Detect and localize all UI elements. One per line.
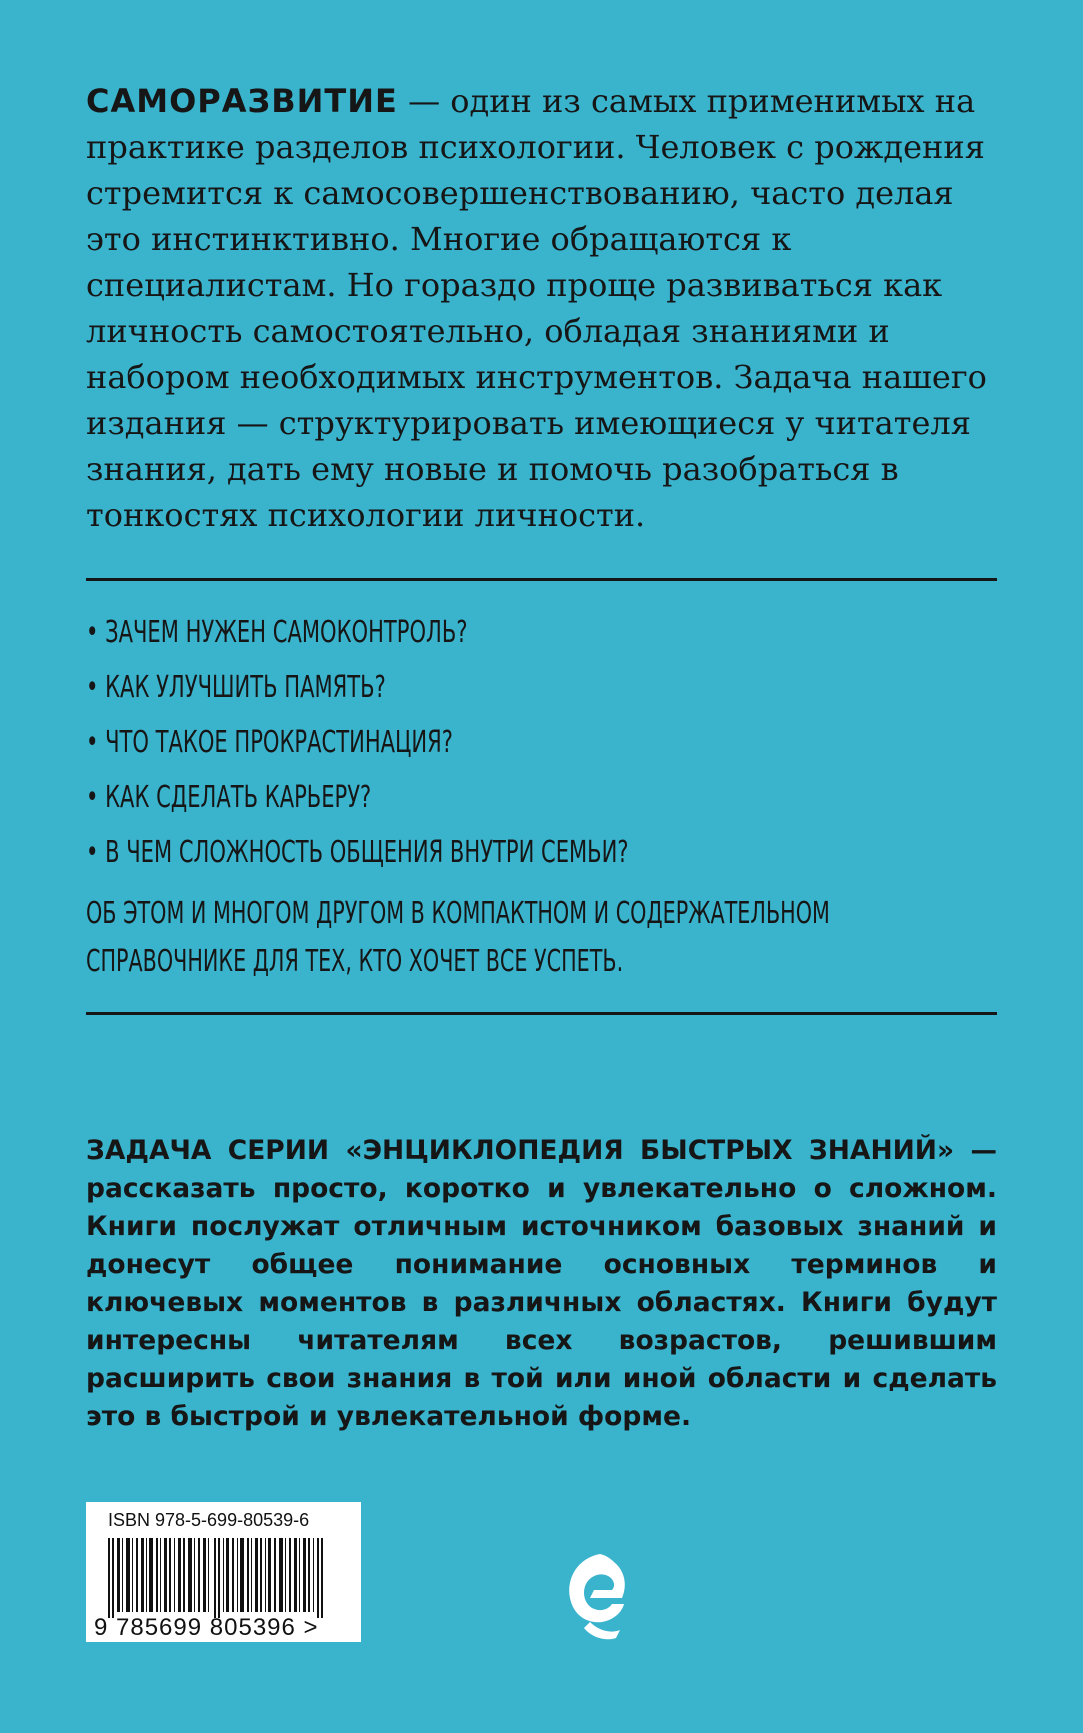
question-item: • КАК УЛУЧШИТЬ ПАМЯТЬ? [86, 660, 804, 715]
intro-paragraph [86, 78, 1006, 538]
question-item: • В ЧЕМ СЛОЖНОСТЬ ОБЩЕНИЯ ВНУТРИ СЕМЬИ? [86, 825, 804, 880]
isbn-digits: 9 785699 805396 > [94, 1614, 319, 1641]
intro-text: — один из самых применимых на практике разделов психологии. Человек с рождения стремится к самосовершенствованию, часто делая это инстинктивно. Многие обращаются к специалистам. Но гораздо проще развиваться как личность самостоятельно, обладая знаниями и набором необходимых инструментов. Задача нашего издания — структурировать имеющиеся у читателя знания, дать ему новые и помочь разобраться в тонкостях психологии личности. [86, 82, 987, 534]
isbn-barcode-box [86, 1502, 361, 1642]
question-list [86, 605, 804, 880]
divider-top [86, 578, 997, 581]
barcode-icon [108, 1538, 338, 1618]
isbn-label: ISBN 978-5-699-80539-6 [108, 1510, 310, 1530]
summary-line-1: ОБ ЭТОМ И МНОГОМ ДРУГОМ В КОМПАКТНОМ И СОДЕРЖАТЕЛЬНОМ [86, 896, 830, 931]
divider-bottom [86, 1012, 997, 1015]
series-description: ЗАДАЧА СЕРИИ «ЭНЦИКЛОПЕДИЯ БЫСТРЫХ ЗНАНИЙ» — рассказать просто, коротко и увлекательно о сложном. Книги послужат отличным источником базовых знаний и донесут общее понимание основных терминов и ключевых моментов в различных областях. Книги будут интересны читателям всех возрастов, решившим расширить свои знания в той или иной области и сделать это в быстрой и увлекательной форме. [86, 1135, 997, 1432]
summary-text [86, 890, 880, 986]
summary-line-2: СПРАВОЧНИКЕ ДЛЯ ТЕХ, КТО ХОЧЕТ ВСЕ УСПЕТЬ. [86, 944, 624, 979]
question-item: • КАК СДЕЛАТЬ КАРЬЕРУ? [86, 770, 804, 825]
publisher-logo-icon [560, 1548, 632, 1640]
intro-lead: САМОРАЗВИТИЕ [86, 82, 398, 120]
question-item: • ЗАЧЕМ НУЖЕН САМОКОНТРОЛЬ? [86, 605, 804, 660]
question-item: • ЧТО ТАКОЕ ПРОКРАСТИНАЦИЯ? [86, 715, 804, 770]
